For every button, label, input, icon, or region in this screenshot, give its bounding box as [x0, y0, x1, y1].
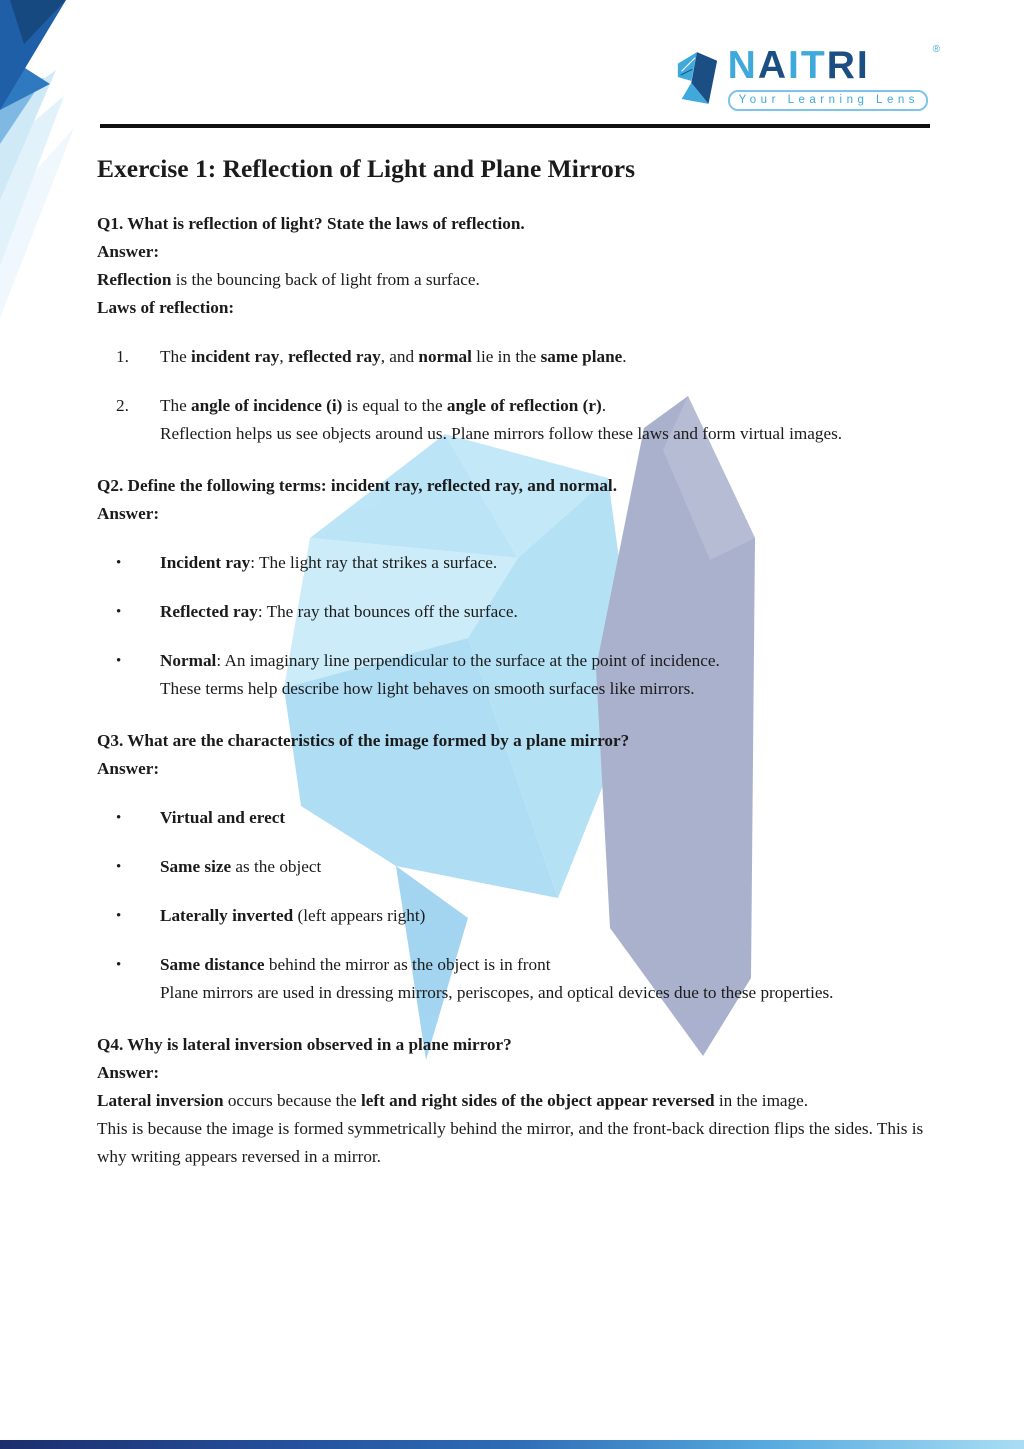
text: behind the mirror as the object is in front — [264, 955, 551, 974]
bullet-dot: • — [116, 653, 122, 669]
text: The — [160, 347, 192, 366]
list-number: 2. — [116, 396, 129, 415]
list-item-line — [160, 420, 930, 448]
qa-content — [97, 210, 930, 1171]
text: . — [622, 347, 627, 366]
answer-paragraph — [97, 1115, 930, 1171]
answer-label: Answer: — [97, 759, 160, 778]
page-title: Exercise 1: Reflection of Light and Plane Mirrors — [97, 154, 636, 183]
bold-text: left and right sides of the object appear reversed — [360, 1091, 715, 1110]
bold-text: Normal — [160, 651, 217, 670]
bold-text: angle of incidence (i) — [191, 396, 343, 415]
text: is equal to the — [342, 396, 447, 415]
list-number: 1. — [116, 347, 129, 366]
text: lie in the — [471, 347, 541, 366]
list-item — [97, 853, 930, 881]
text: Plane mirrors are used in dressing mirrors, periscopes, and optical devices due to these properties. — [160, 983, 834, 1002]
naitri-lens-bird-icon — [674, 48, 720, 106]
brand-letter: N — [727, 44, 758, 87]
text: This is because the image is formed symmetrically behind the mirror, and the front-back direction flips the sides. This is why writing appears reversed in a mirror. — [97, 1119, 924, 1166]
qa-block — [97, 472, 930, 703]
bold-text: Same distance — [160, 955, 265, 974]
bullet-dot: • — [116, 555, 122, 571]
answer-paragraph — [97, 1087, 930, 1115]
list-item-line — [160, 647, 930, 675]
bold-text: incident ray — [191, 347, 280, 366]
question-heading: Q3. What are the characteristics of the image formed by a plane mirror? — [97, 731, 630, 750]
answer-paragraph — [97, 266, 930, 294]
text: in the image. — [714, 1091, 809, 1110]
bullet-dot: • — [116, 810, 122, 826]
brand-logo — [674, 44, 940, 111]
list-item — [97, 951, 930, 1007]
list-item — [97, 549, 930, 577]
qa-block — [97, 727, 930, 1007]
bullet-dot: • — [116, 604, 122, 620]
text: . — [601, 396, 606, 415]
bold-text: Laterally inverted — [160, 906, 294, 925]
list-item — [97, 804, 930, 832]
bullet-list — [97, 549, 930, 703]
text: , — [279, 347, 288, 366]
registered-mark: ® — [932, 44, 940, 55]
list-item-line — [160, 853, 930, 881]
list-item-line — [160, 951, 930, 979]
bold-text: Reflection — [97, 270, 172, 289]
footer-gradient-bar — [0, 1440, 1024, 1449]
brand-letter: A — [757, 44, 789, 87]
brand-letter: T — [800, 44, 827, 87]
header-divider — [100, 124, 930, 128]
text: : The light ray that strikes a surface. — [250, 553, 498, 572]
bold-text: Lateral inversion — [97, 1091, 224, 1110]
bold-text: same plane — [540, 347, 623, 366]
question-heading: Q4. Why is lateral inversion observed in a plane mirror? — [97, 1035, 512, 1054]
bold-text: Reflected ray — [160, 602, 258, 621]
page-header — [0, 0, 1024, 111]
numbered-list — [97, 343, 930, 448]
qa-block — [97, 210, 930, 448]
bullet-dot: • — [116, 908, 122, 924]
bullet-dot: • — [116, 859, 122, 875]
list-item-line — [160, 343, 930, 371]
text: occurs because the — [223, 1091, 361, 1110]
list-item-line — [160, 979, 930, 1007]
text: (left appears right) — [293, 906, 426, 925]
qa-block — [97, 1031, 930, 1171]
list-item-line — [160, 392, 930, 420]
question-heading: Q1. What is reflection of light? State the laws of reflection. — [97, 214, 525, 233]
list-item-line — [160, 902, 930, 930]
answer-paragraph — [97, 294, 930, 322]
text: is the bouncing back of light from a surface. — [171, 270, 480, 289]
list-item — [97, 598, 930, 626]
brand-letter: I — [788, 44, 801, 87]
list-item-line — [160, 675, 930, 703]
bold-text: Laws of reflection: — [97, 298, 235, 317]
brand-letter: R — [826, 44, 857, 87]
list-item — [97, 392, 930, 448]
brand-tagline: Your Learning Lens — [728, 90, 928, 111]
text: , and — [380, 347, 419, 366]
text: : The ray that bounces off the surface. — [257, 602, 518, 621]
text: as the object — [231, 857, 322, 876]
brand-wordmark — [727, 44, 940, 111]
text: The — [160, 396, 192, 415]
text: Reflection helps us see objects around us. Plane mirrors follow these laws and form virtual images. — [160, 424, 843, 443]
answer-label: Answer: — [97, 1063, 160, 1082]
bold-text: reflected ray — [287, 347, 381, 366]
brand-word — [728, 46, 870, 86]
question-heading: Q2. Define the following terms: incident ray, reflected ray, and normal. — [97, 476, 618, 495]
bold-text: angle of reflection (r) — [446, 396, 602, 415]
answer-label: Answer: — [97, 242, 160, 261]
list-item — [97, 343, 930, 371]
bullet-dot: • — [116, 957, 122, 973]
list-item-line — [160, 804, 930, 832]
bullet-list — [97, 804, 930, 1007]
bold-text: Virtual and erect — [160, 808, 286, 827]
text: : An imaginary line perpendicular to the surface at the point of incidence. — [216, 651, 720, 670]
list-item-line — [160, 598, 930, 626]
bold-text: Incident ray — [160, 553, 251, 572]
bold-text: normal — [418, 347, 472, 366]
list-item — [97, 902, 930, 930]
answer-label: Answer: — [97, 504, 160, 523]
brand-letter: I — [856, 44, 870, 87]
bold-text: Same size — [160, 857, 232, 876]
text: These terms help describe how light behaves on smooth surfaces like mirrors. — [160, 679, 695, 698]
list-item-line — [160, 549, 930, 577]
list-item — [97, 647, 930, 703]
